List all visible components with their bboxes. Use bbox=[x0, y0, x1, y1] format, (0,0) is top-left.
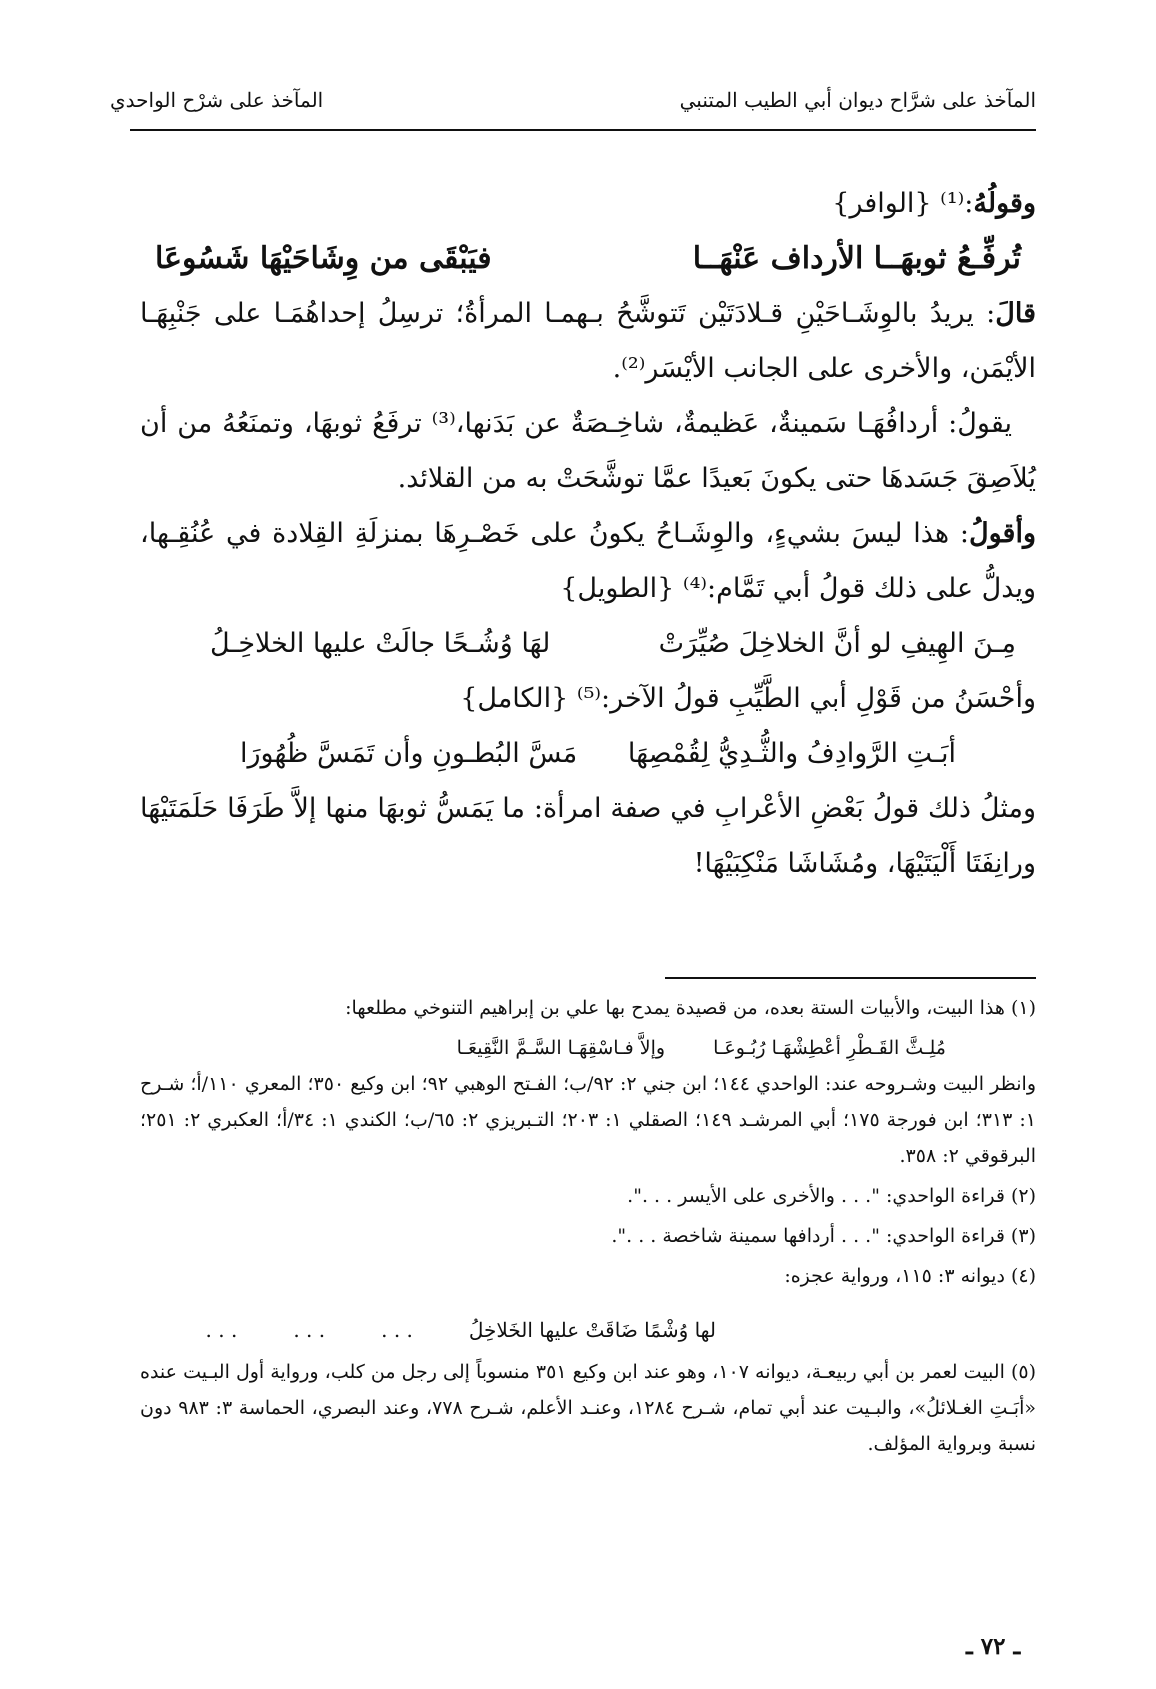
intro-line bbox=[140, 176, 1036, 231]
page-number: ـ ٧٢ ـ bbox=[966, 1633, 1021, 1660]
aqul-text: : هذا ليسَ بشيءٍ، والوِشَـاحُ يكونُ على خَصْـرِهَا بمنزلَةِ القِلادة في عُنُقِـها، ويدلُّ على ذلك قولُ أبي تَمَّام:⁽⁴⁾ {الطويل} bbox=[140, 518, 1036, 604]
footnotes bbox=[140, 990, 1036, 1466]
footnote-4-verse bbox=[140, 1312, 1036, 1348]
verse-abu-tammam-second-hemistich: لهَا وُشُـحًا جالَتْ عليها الخلاخِـلُ bbox=[210, 628, 551, 659]
footnote-1-verse-first: مُلِـثَّ القَـطْرِ أعْطِشْهَـا رُبُـوعَـا bbox=[713, 1037, 946, 1059]
commentary-paragraph-yaqul: يقولُ: أردافُهَـا سَمينةٌ، عَظيمةٌ، شاخِـصَةٌ عن بَدَنها،⁽³⁾ ترفَعُ ثوبهَا، وتمنَعُهُ من أن يُلاَصِقَ جَسَدهَا حتى يكونَ بَعيدًا عمَّا توشَّحَتْ به من القلائد. bbox=[140, 408, 1036, 494]
footnote-1-references: وانظر البيت وشـروحه عند: الواحدي ١٤٤؛ ابن جني ٢: ٩٢/ب؛ الفـتح الوهبي ٩٢؛ ابن وكيع ٣٥٠؛ المعري ١١٠/أ؛ شـرح ١: ٣١٣؛ ابن فورجة ١٧٥؛ أبي المرشـد ١٤٩؛ الصقلي ١: ٢٠٣؛ التـبريزي ٢: ٦٥/ب؛ الكندي ١: ٣٤/أ؛ العكبري ٢: ٢٥١؛ البرقوقي ٢: ٣٥٨. bbox=[140, 1073, 1036, 1167]
header-section-title: المآخذ على شرْح الواحدي bbox=[110, 88, 324, 112]
verse-abu-tammam-first-hemistich: مِـنَ الهِيفِ لو أنَّ الخلاخِلَ صُيِّرَتْ bbox=[658, 628, 1016, 659]
verse-other-second-hemistich: مَسَّ البُطـونِ وأن تَمَسَّ ظُهُورَا bbox=[240, 738, 578, 769]
intro-meter: :⁽¹⁾ {الوافر} bbox=[832, 188, 974, 219]
header-rule bbox=[130, 129, 1036, 131]
verse-main-first-hemistich: تُرفِّـعُ ثوبهَــا الأرداف عَنْهَــا bbox=[692, 241, 1021, 276]
footnote-5: (٥) البيت لعمر بن أبي ربيعـة، ديوانه ١٠٧، وهو عند ابن وكيع ٣٥١ منسوباً إلى رجل من كلب، ورواية أول البـيت عنده «أبَـتِ الغـلائلُ»، والبـيت عند أبي تمام، شـرح ١٢٨٤، وعنـد الأعلم، شـرح ٧٧٨، وعند البصري، الحماسة ٣: ٩٨٣ دون نسبة وبرواية المؤلف. bbox=[140, 1361, 1037, 1455]
main-text bbox=[140, 176, 1036, 891]
footnote-4-ellipsis: . . . bbox=[381, 1318, 413, 1342]
verse-abu-tammam bbox=[140, 616, 1036, 671]
footnote-4-ellipsis: . . . bbox=[293, 1318, 326, 1342]
running-header bbox=[110, 88, 1036, 128]
verse-other-first-hemistich: أبَـتِ الرَّوادِفُ والثُّـدِيُّ لِقُمْصِهَا bbox=[627, 738, 956, 769]
footnote-4-verse-text: لها وُشْمًا ضَاقَتْ عليها الخَلاخِلُ bbox=[468, 1318, 716, 1342]
footnote-4: (٤) ديوانه ٣: ١١٥، ورواية عجزه: bbox=[784, 1265, 1036, 1287]
qala-text: : يريدُ بالوِشَـاحَيْنِ قـلادَتَيْن تَتوشَّحُ بـهمـا المرأةُ؛ ترسِلُ إحداهُمَـا على جَنْبِهَـا الأيْمَن، والأخرى على الجانب الأيْسَر⁽²⁾. bbox=[140, 298, 1036, 384]
footnote-1-verse-second: وإلاَّ فـاسْقِهَـا السَّـمَّ النَّقِيعَـا bbox=[456, 1037, 666, 1059]
footnote-1: (١) هذا البيت، والأبيات الستة بعده، من قصيدة يمدح بها علي بن إبراهيم التنوخي مطلعها: bbox=[345, 997, 1036, 1019]
footnote-1-verse bbox=[140, 1030, 1036, 1066]
intro-lead: وقولُهُ bbox=[973, 188, 1036, 219]
commentary-paragraph-ahsan: وأحْسَنُ من قَوْلِ أبي الطَّيِّبِ قولُ الآخر:⁽⁵⁾ {الكامل} bbox=[460, 683, 1036, 714]
footnote-2: (٢) قراءة الواحدي: ". . . والأخرى على الأيسر . . .". bbox=[627, 1185, 1036, 1207]
commentary-paragraph-aqul bbox=[140, 506, 1036, 616]
footnote-rule bbox=[665, 977, 1036, 979]
commentary-paragraph-qala bbox=[140, 286, 1036, 396]
verse-main bbox=[140, 231, 1036, 286]
footnote-3: (٣) قراءة الواحدي: ". . . أردافها سمينة شاخصة . . .". bbox=[611, 1225, 1036, 1247]
footnote-4-ellipsis: . . . bbox=[205, 1318, 238, 1342]
verse-main-second-hemistich: فيَبْقَى من وِشَاحَيْهَا شَسُوعَا bbox=[155, 241, 492, 276]
header-book-title: المآخذ على شرَّاح ديوان أبي الطيب المتنبي bbox=[679, 88, 1036, 112]
aqul-lead: وأقولُ bbox=[968, 518, 1036, 549]
verse-other-poet bbox=[140, 726, 1036, 781]
qala-lead: قالَ bbox=[995, 298, 1036, 329]
commentary-paragraph-mithl: ومثلُ ذلك قولُ بَعْضِ الأعْرابِ في صفة امرأة: ما يَمَسُّ ثوبهَا منها إلاَّ طَرَفَا حَلَمَتَيْهَا ورانِفَتَا أَلْيَتَيْهَا، ومُشَاشَا مَنْكِبَيْهَا! bbox=[140, 793, 1036, 879]
